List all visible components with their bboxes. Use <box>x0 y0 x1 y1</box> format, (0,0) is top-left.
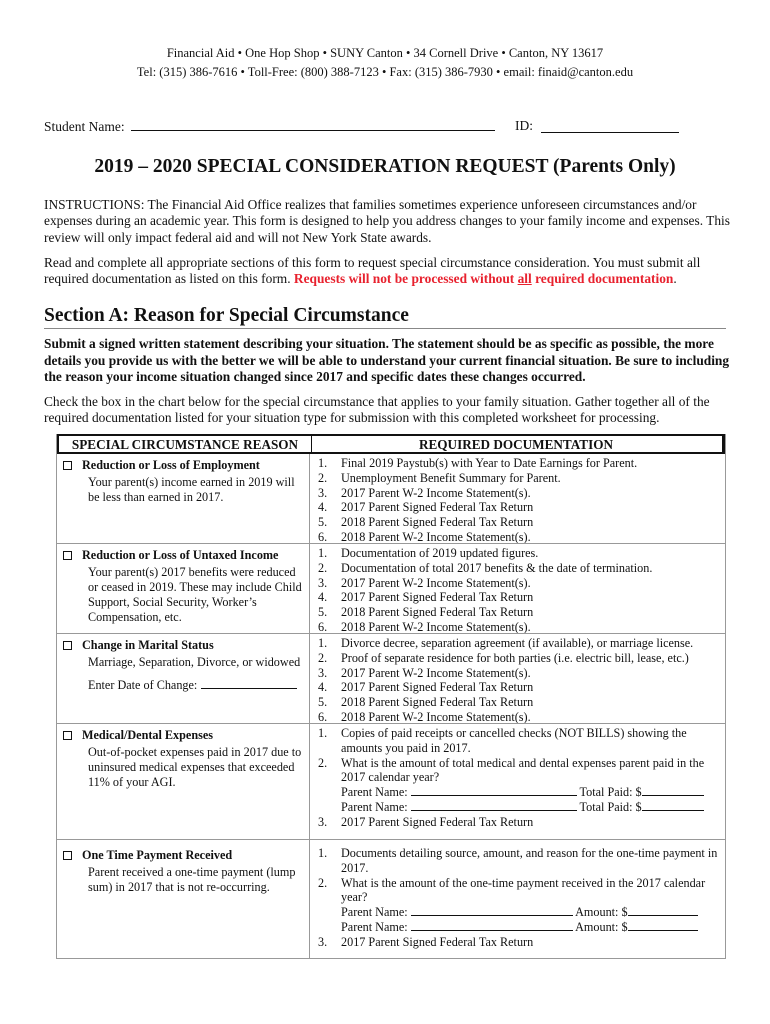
doc-item: 2017 Parent W-2 Income Statement(s). <box>341 665 531 680</box>
doc-item: 2017 Parent W-2 Income Statement(s). <box>341 575 531 590</box>
reason-title: Change in Marital Status <box>82 638 214 652</box>
doc-item: 2017 Parent Signed Federal Tax Return <box>341 680 534 695</box>
reason-desc: Marriage, Separation, Divorce, or widowed <box>88 655 301 669</box>
parent-name-label: Parent Name: <box>341 919 408 934</box>
table-row: Reduction or Loss of Employment Your parent(s) income earned in 2019 will be less than earned in 2017. 1. Final 2019 Paystub(s) with Year to Date Earnings for Parent. 2. Unemployment Benefit Summary for Parent. 3. 2017 Parent W-2 Income Statement(s). 4. 2017 Parent Signed Federal Tax Return 5. 2018 Parent Signed Federal Tax Return 6. 2018 Parent W-2 Income Statement(s). <box>57 454 725 543</box>
student-id-field[interactable] <box>541 118 679 133</box>
doc-item: 2017 Parent Signed Federal Tax Return <box>341 814 534 829</box>
doc-item: 2018 Parent W-2 Income Statement(s). <box>341 529 531 544</box>
doc-item: 2018 Parent Signed Federal Tax Return <box>341 605 534 620</box>
parent-name-field-2[interactable] <box>411 920 573 931</box>
checkbox-one-time-payment[interactable] <box>63 851 72 860</box>
read-paragraph: Read and complete all appropriate sections of this form to request special circumstance consideration. You must submit all required documentation as listed on this form. Requests will not be processed without all required documentation. <box>44 255 701 287</box>
table-row: Change in Marital Status Marriage, Separation, Divorce, or widowed Enter Date of Change: 1. Divorce decree, separation agreement (if available), or marriage license. 2. Proof of separate residence for both parties (i.e. electric bill, lease, etc.) 3. 2017 Parent W-2 Income Statement(s). 4. 2017 Parent Signed Federal Tax Return 5. 2018 Parent Signed Federal Tax Return 6. 2018 Parent W-2 Income Statement(s). <box>57 633 725 724</box>
doc-item: Copies of paid receipts or cancelled checks (NOT BILLS) showing the amounts you paid in 2017. <box>341 726 687 755</box>
header-contact: Tel: (315) 386-7616 • Toll-Free: (800) 388-7123 • Fax: (315) 386-7930 • email: finaid@canton.edu <box>136 65 634 79</box>
checkbox-employment[interactable] <box>63 461 72 470</box>
doc-item: What is the amount of the one-time payment received in the 2017 calendar year? <box>341 875 706 905</box>
section-a-check-text: Check the box in the chart below for the special circumstance that applies to your family situation. Gather together all of the required documentation listed for your situation type for submission with this completed worksheet for processing. <box>44 394 710 426</box>
doc-item: What is the amount of total medical and dental expenses parent paid in the 2017 calendar year? <box>341 755 705 785</box>
student-name-field[interactable] <box>131 118 495 131</box>
amount-field-1[interactable] <box>628 905 698 916</box>
amount-label: Amount: $ <box>575 905 628 920</box>
doc-item: Final 2019 Paystub(s) with Year to Date Earnings for Parent. <box>341 456 638 470</box>
read-text: Read and complete all appropriate sections of this form to request special circumstance consideration. You must submit all required documentation as listed on this form. <box>44 255 701 287</box>
reason-title: Reduction or Loss of Employment <box>82 458 260 472</box>
checkbox-untaxed-income[interactable] <box>63 551 72 560</box>
total-paid-field-2[interactable] <box>642 800 704 811</box>
header-address: Financial Aid • One Hop Shop • SUNY Canton • 34 Cornell Drive • Canton, NY 13617 <box>166 46 604 60</box>
table-row: Medical/Dental Expenses Out-of-pocket expenses paid in 2017 due to uninsured medical expenses that exceeded 11% of your AGI. 1. Copies of paid receipts or cancelled checks (NOT BILLS) showing the amounts you paid in 2017. 2. What is the amount of total medical and dental expenses parent paid in the 2017 calendar year? Parent Name: Total Paid: $ Parent Name: Total Paid: $ 3. 2017 Parent Signed Federal Tax Return <box>57 723 725 840</box>
table-row: Reduction or Loss of Untaxed Income Your parent(s) 2017 benefits were reduced or ceased in 2019. These may include Child Support, Social Security, Worker’s Compensation, etc. 1. Documentation of 2019 updated figures. 2. Documentation of total 2017 benefits & the date of termination. 3. 2017 Parent W-2 Income Statement(s). 4. 2017 Parent Signed Federal Tax Return 5. 2018 Parent Signed Federal Tax Return 6. 2018 Parent W-2 Income Statement(s). <box>57 543 725 634</box>
reason-title: Reduction or Loss of Untaxed Income <box>82 548 279 562</box>
amount-field-2[interactable] <box>628 920 698 931</box>
col-header-reason: SPECIAL CIRCUMSTANCE REASON <box>71 437 299 452</box>
doc-item: 2017 Parent Signed Federal Tax Return <box>341 500 534 515</box>
checkbox-medical[interactable] <box>63 731 72 740</box>
student-info-row <box>44 118 744 135</box>
total-paid-label: Total Paid: $ <box>579 785 642 800</box>
parent-name-label: Parent Name: <box>341 799 408 814</box>
parent-name-field-2[interactable] <box>411 800 577 811</box>
doc-item: 2018 Parent W-2 Income Statement(s). <box>341 709 531 724</box>
col-header-docs: REQUIRED DOCUMENTATION <box>418 437 614 452</box>
doc-item: 2018 Parent W-2 Income Statement(s). <box>341 619 531 634</box>
reason-title: One Time Payment Received <box>82 848 233 862</box>
parent-name-label: Parent Name: <box>341 905 408 920</box>
date-of-change-label: Enter Date of Change: <box>88 678 198 692</box>
checkbox-marital-status[interactable] <box>63 641 72 650</box>
reason-desc: Out-of-pocket expenses paid in 2017 due to uninsured medical expenses that exceeded 11% of your AGI. <box>88 745 302 789</box>
parent-name-field-1[interactable] <box>411 785 577 796</box>
section-a-statement: Submit a signed written statement describing your situation. The statement should be as specific as possible, the more details you provide us with the better we will be able to understand your current financial situation. Be sure to including the reason your income situation changed since 2017 and specific dates these changes occurred. <box>44 336 730 384</box>
table-row: One Time Payment Received Parent received a one-time payment (lump sum) in 2017 that is not re-occurring. 1. Documents detailing source, amount, and reason for the one-time payment in 2017. 2. What is the amount of the one-time payment received in the 2017 calendar year? Parent Name: Amount: $ Parent Name: Amount: $ 3. 2017 Parent Signed Federal Tax Return <box>57 839 725 959</box>
table-header <box>57 434 725 454</box>
doc-item: Divorce decree, separation agreement (if available), or marriage license. <box>341 636 694 650</box>
doc-item: 2017 Parent Signed Federal Tax Return <box>341 934 534 949</box>
instructions-paragraph: INSTRUCTIONS: The Financial Aid Office realizes that families sometimes experience unforeseen circumstances and/or expenses during an academic year. This form is designed to help you address changes to your family income and expenses. This review will only impact federal aid and will not New York State awards. <box>44 197 730 245</box>
total-paid-field-1[interactable] <box>642 785 704 796</box>
student-id-label: ID: <box>515 118 533 133</box>
doc-item: 2017 Parent W-2 Income Statement(s). <box>341 485 531 500</box>
doc-item: 2017 Parent Signed Federal Tax Return <box>341 590 534 605</box>
doc-item: Documents detailing source, amount, and reason for the one-time payment in 2017. <box>341 846 718 875</box>
reason-title: Medical/Dental Expenses <box>82 728 214 742</box>
reason-desc: Your parent(s) 2017 benefits were reduced or ceased in 2019. These may include Child Support, Social Security, Worker’s Compensation, etc. <box>88 565 302 624</box>
doc-item: Documentation of total 2017 benefits & the date of termination. <box>341 560 653 575</box>
reason-desc: Parent received a one-time payment (lump sum) in 2017 that is not re-occurring. <box>88 865 296 894</box>
doc-item: Unemployment Benefit Summary for Parent. <box>341 470 561 485</box>
reason-desc: Your parent(s) income earned in 2019 will be less than earned in 2017. <box>88 475 295 504</box>
student-name-label: Student Name: <box>44 119 125 134</box>
warning-text: Requests will not be processed without all required documentation <box>293 271 674 287</box>
doc-item: 2018 Parent Signed Federal Tax Return <box>341 515 534 530</box>
parent-name-label: Parent Name: <box>341 785 408 800</box>
date-of-change-field[interactable] <box>201 678 297 689</box>
amount-label: Amount: $ <box>575 919 628 934</box>
doc-item: Proof of separate residence for both parties (i.e. electric bill, lease, etc.) <box>341 650 689 665</box>
circumstance-table <box>56 434 726 959</box>
section-a-title: Section A: Reason for Special Circumstance <box>44 305 726 329</box>
doc-item: 2018 Parent Signed Federal Tax Return <box>341 695 534 710</box>
doc-item: Documentation of 2019 updated figures. <box>341 546 539 560</box>
parent-name-field-1[interactable] <box>411 905 573 916</box>
total-paid-label: Total Paid: $ <box>579 799 642 814</box>
form-title: 2019 – 2020 SPECIAL CONSIDERATION REQUEST (Parents Only) <box>94 156 676 177</box>
